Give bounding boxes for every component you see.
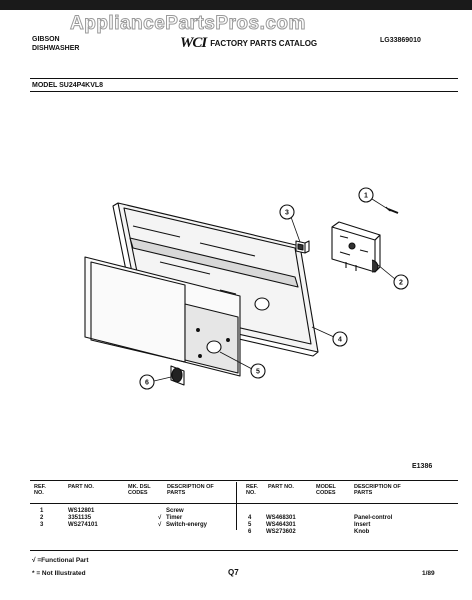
ref-no: 4 <box>248 515 252 521</box>
description: Timer <box>166 515 183 521</box>
functional-part-note: √ =Functional Part <box>32 557 89 564</box>
description: Screw <box>166 508 184 514</box>
ref-no: 3 <box>40 522 44 528</box>
screw <box>386 207 398 213</box>
model-number: MODEL SU24P4KVL8 <box>32 82 104 89</box>
description: Panel-control <box>354 515 393 521</box>
description: Switch-energy <box>166 522 208 528</box>
hdr-left-desc: DESCRIPTION OF PARTS <box>167 484 214 496</box>
hdr-left-codes: MK. DSL CODES <box>128 484 151 496</box>
hdr-right-desc: DESCRIPTION OF PARTS <box>354 484 401 496</box>
part-no: WS464301 <box>266 522 296 528</box>
energy-switch <box>296 241 309 253</box>
table-row <box>40 515 43 522</box>
catalog-title: FACTORY PARTS CATALOG <box>210 39 318 48</box>
callout-label-2: 2 <box>399 279 403 287</box>
hdr-right-codes: MODEL CODES <box>316 484 336 496</box>
table-top-rule <box>30 480 458 481</box>
callout-label-4: 4 <box>338 336 342 344</box>
not-illustrated-note: * = Not Illustrated <box>32 570 86 577</box>
watermark: AppliancePartsPros.com <box>70 13 306 34</box>
hdr-left-part: PART NO. <box>68 484 94 490</box>
page-number: Q7 <box>228 568 239 577</box>
table-row <box>40 508 43 515</box>
timer <box>332 222 380 272</box>
table-row <box>248 529 251 536</box>
ref-no: 5 <box>248 522 252 528</box>
hdr-right-part: PART NO. <box>268 484 294 490</box>
part-no: WS274101 <box>68 522 98 528</box>
description: Knob <box>354 529 370 535</box>
brand-name: GIBSON <box>32 36 60 43</box>
revision-date: 1/89 <box>422 570 435 577</box>
model-code: √ <box>158 515 162 521</box>
callout-label-1: 1 <box>364 192 368 200</box>
table-row <box>248 515 251 522</box>
model-code: √ <box>158 522 162 528</box>
table-header-rule <box>30 503 458 504</box>
callout-label-5: 5 <box>256 368 260 376</box>
knob <box>171 366 184 385</box>
description: Insert <box>354 522 371 528</box>
ref-no: 1 <box>40 508 44 514</box>
wci-logo: WCI <box>180 35 207 51</box>
product-type: DISHWASHER <box>32 45 80 52</box>
hdr-right-ref: REF. NO. <box>246 484 258 496</box>
ref-no: 6 <box>248 529 252 535</box>
table-row <box>40 522 43 529</box>
table-divider <box>236 482 237 530</box>
part-no: WS468301 <box>266 515 296 521</box>
callout-label-3: 3 <box>285 209 289 217</box>
part-no: WS12801 <box>68 508 95 514</box>
catalog-number: LG33869010 <box>380 37 421 44</box>
part-no: 3351135 <box>68 515 92 521</box>
table-row <box>248 522 251 529</box>
part-no: WS273602 <box>266 529 296 535</box>
table-bottom-rule <box>30 550 458 551</box>
ref-no: 2 <box>40 515 44 521</box>
callout-label-6: 6 <box>145 379 149 387</box>
diagram-code: E1386 <box>412 463 433 470</box>
hdr-left-ref: REF. NO. <box>34 484 46 496</box>
